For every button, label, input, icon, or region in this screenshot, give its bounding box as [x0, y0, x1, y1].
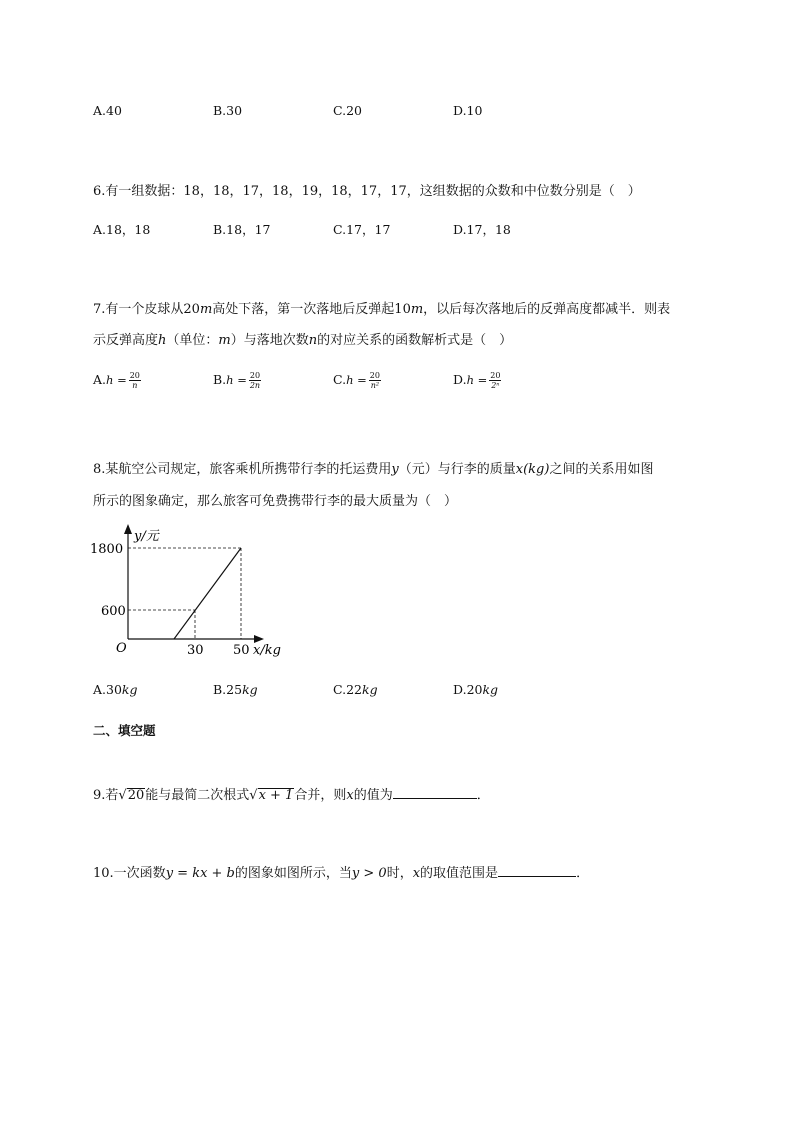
q7-option-c[interactable]: C.h = $\frac{20}{\text{n²}}$ [333, 371, 380, 390]
q6-option-b[interactable]: B.18，17 [213, 222, 271, 237]
q5-option-d[interactable]: D.10 [453, 103, 483, 118]
x-tick-30: 30 [187, 643, 204, 658]
y-axis-arrow [124, 524, 132, 534]
y-tick-1800: 1800 [90, 542, 124, 557]
sqrt-sign: √ [118, 788, 127, 803]
q8-stem-line1: 8.某航空公司规定，旅客乘机所携带行李的托运费用y（元）与行李的质量x(kg)之间的关系用如图 [93, 462, 654, 477]
q8-graph [88, 522, 298, 662]
x-tick-50: 50 [233, 643, 250, 658]
q10-answer-blank[interactable] [498, 864, 576, 877]
q6-stem: 6.有一组数据：18，18，17，18，19，18，17，17，这组数据的众数和中位数分别是（ ） [93, 184, 641, 199]
q7-option-a[interactable]: A.h = $\frac{20}{n}$ [93, 371, 140, 390]
y-tick-600: 600 [101, 604, 126, 619]
q9-answer-blank[interactable] [393, 786, 477, 799]
q9-stem: 9.若√20能与最简二次根式√x + 1合并，则x的值为 ． [93, 788, 490, 803]
q6-option-d[interactable]: D.17，18 [453, 222, 511, 237]
q7-options [0, 368, 794, 398]
q7-option-b[interactable]: B.h = $\frac{20}{2n}$ [213, 371, 261, 390]
q7-stem-line2: 示反弹高度h（单位：m）与落地次数n的对应关系的函数解析式是（ ） [93, 333, 513, 348]
q6-options [0, 220, 794, 240]
x-axis-label: x/kg [253, 643, 281, 658]
q8-option-b[interactable]: B.25kg [213, 682, 258, 697]
q5-options [0, 103, 794, 123]
origin-label: O [116, 641, 127, 656]
q5-option-c[interactable]: C.20 [333, 103, 362, 118]
section-title-fill-in: 二、填空题 [93, 723, 156, 738]
q7-stem-line1: 7.有一个皮球从20m高处下落，第一次落地后反弹起10m，以后每次落地后的反弹高度都减半．则表 [93, 302, 671, 317]
q8-option-d[interactable]: D.20kg [453, 682, 499, 697]
q6-option-c[interactable]: C.17，17 [333, 222, 391, 237]
sqrt-sign: √ [249, 788, 258, 803]
q5-option-a[interactable]: A.40 [93, 103, 122, 118]
q8-option-c[interactable]: C.22kg [333, 682, 378, 697]
q7-option-d[interactable]: D.h = $\frac{20}{\text{2ⁿ}}$ [453, 371, 501, 390]
fee-line [174, 548, 241, 639]
q10-stem: 10.一次函数y = kx + b的图象如图所示，当y > 0时，x的取值范围是 ． [93, 866, 590, 881]
q6-option-a[interactable]: A.18，18 [93, 222, 151, 237]
q8-stem-line2: 所示的图象确定，那么旅客可免费携带行李的最大质量为（ ） [93, 494, 458, 509]
q5-option-b[interactable]: B.30 [213, 103, 243, 118]
q8-option-a[interactable]: A.30kg [93, 682, 138, 697]
x-axis-arrow [254, 635, 264, 643]
q8-options [0, 682, 794, 702]
y-axis-label: y/元 [134, 529, 159, 544]
